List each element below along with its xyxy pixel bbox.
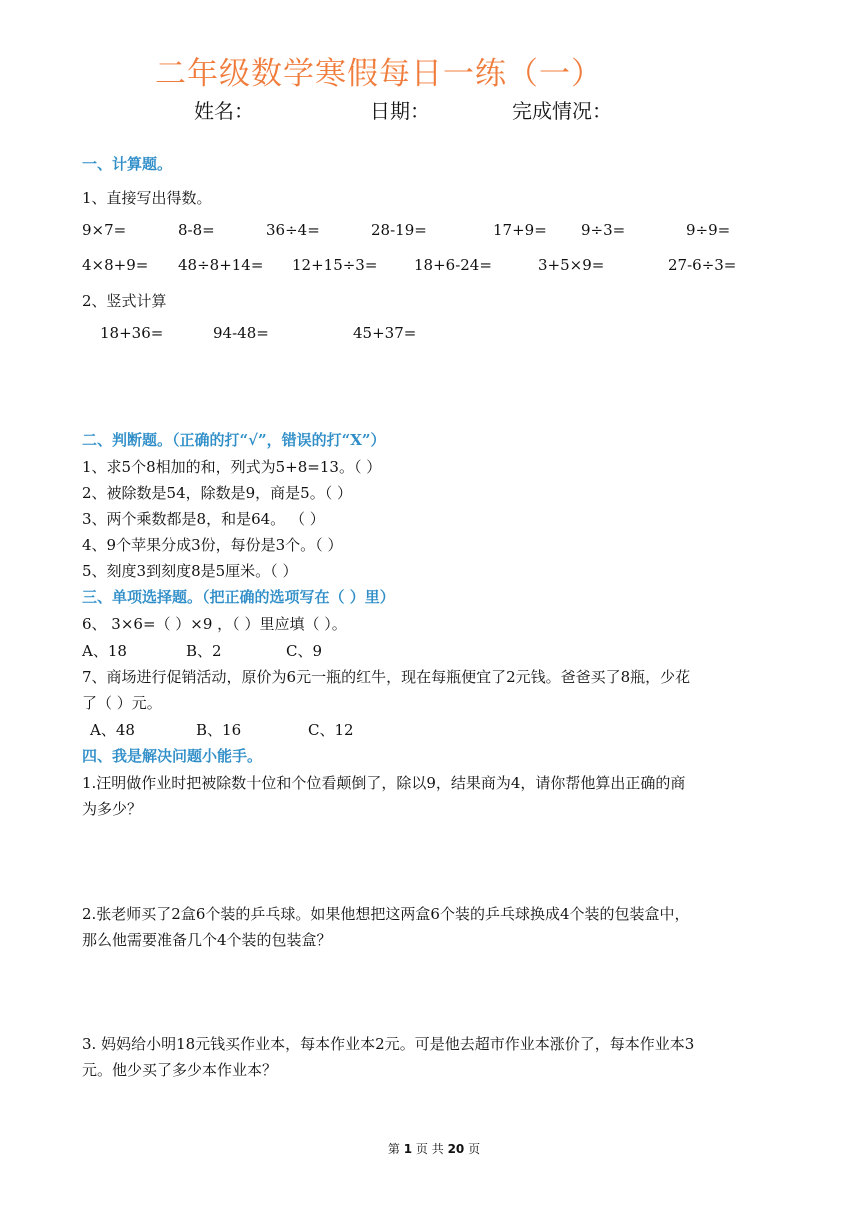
calc-item: 18+6-24= bbox=[414, 256, 492, 274]
choice-question: 7、商场进行促销活动，原价为6元一瓶的红牛，现在每瓶便宜了2元钱。爸爸买了8瓶，少花 bbox=[82, 668, 691, 686]
problem-text: 为多少？ bbox=[82, 800, 143, 818]
page-title: 二年级数学寒假每日一练（一） bbox=[155, 56, 603, 92]
section-heading-calc: 一、计算题。 bbox=[82, 155, 173, 173]
choice-option: C、9 bbox=[286, 642, 323, 660]
problem-text: 3. 妈妈给小明18元钱买作业本，每本作业本2元。可是他去超市作业本涨价了，每本作业本3 bbox=[82, 1035, 695, 1053]
footer-prefix: 第 bbox=[387, 1142, 400, 1156]
judge-item: 5、刻度3到刻度8是5厘米。（ ） bbox=[82, 562, 298, 580]
status-label: 完成情况： bbox=[512, 99, 612, 123]
date-label: 日期： bbox=[370, 99, 430, 123]
calc-item: 27-6÷3= bbox=[668, 256, 737, 274]
judge-item: 4、9个苹果分成3份，每份是3个。（ ） bbox=[82, 536, 343, 554]
choice-option: A、18 bbox=[82, 642, 127, 660]
section-heading-judge: 二、判断题。（正确的打“√”，错误的打“X”） bbox=[82, 431, 386, 449]
problem-text: 2.张老师买了2盒6个装的乒乓球。如果他想把这两盒6个装的乒乓球换成4个装的包装盒中， bbox=[82, 905, 690, 923]
section-heading-problems: 四、我是解决问题小能手。 bbox=[82, 747, 263, 765]
page-footer bbox=[0, 1140, 868, 1157]
name-label: 姓名： bbox=[194, 99, 254, 123]
problem-text: 1.汪明做作业时把被除数十位和个位看颠倒了，除以9，结果商为4，请你帮他算出正确的商 bbox=[82, 774, 686, 792]
choice-option: C、12 bbox=[308, 721, 354, 739]
choice-question: 6、 3×6=（ ）×9 ，（ ）里应填（ ）。 bbox=[82, 615, 347, 633]
problem-text: 元。他少买了多少本作业本？ bbox=[82, 1061, 278, 1079]
section-heading-choice: 三、单项选择题。（把正确的选项写在（ ）里） bbox=[82, 588, 395, 606]
calc-item: 28-19= bbox=[371, 221, 427, 239]
judge-item: 3、两个乘数都是8，和是64。 （ ） bbox=[82, 510, 325, 528]
vertical-calc-item: 45+37= bbox=[353, 324, 417, 342]
question-label: 1、直接写出得数。 bbox=[82, 189, 212, 207]
calc-item: 48÷8+14= bbox=[178, 256, 264, 274]
calc-item: 3+5×9= bbox=[538, 256, 605, 274]
footer-suffix: 页 bbox=[468, 1142, 481, 1156]
calc-item: 12+15÷3= bbox=[292, 256, 378, 274]
calc-item: 4×8+9= bbox=[82, 256, 149, 274]
vertical-calc-item: 18+36= bbox=[100, 324, 164, 342]
judge-item: 2、被除数是54，除数是9，商是5。（ ） bbox=[82, 484, 352, 502]
calc-item: 8-8= bbox=[178, 221, 215, 239]
calc-item: 9×7= bbox=[82, 221, 127, 239]
choice-question: 了（ ）元。 bbox=[82, 694, 162, 712]
problem-text: 那么他需要准备几个4个装的包装盒？ bbox=[82, 931, 332, 949]
question-label: 2、竖式计算 bbox=[82, 292, 167, 310]
judge-item: 1、求5个8相加的和，列式为5+8=13。（ ） bbox=[82, 458, 382, 476]
choice-option: A、48 bbox=[90, 721, 135, 739]
calc-item: 9÷3= bbox=[581, 221, 626, 239]
choice-option: B、2 bbox=[186, 642, 222, 660]
footer-page-number: 1 bbox=[403, 1142, 413, 1156]
calc-item: 17+9= bbox=[493, 221, 547, 239]
calc-item: 36÷4= bbox=[266, 221, 320, 239]
footer-total-pages: 20 bbox=[447, 1142, 465, 1156]
calc-item: 9÷9= bbox=[686, 221, 731, 239]
footer-middle: 页 共 bbox=[415, 1142, 444, 1156]
vertical-calc-item: 94-48= bbox=[213, 324, 269, 342]
choice-option: B、16 bbox=[196, 721, 242, 739]
